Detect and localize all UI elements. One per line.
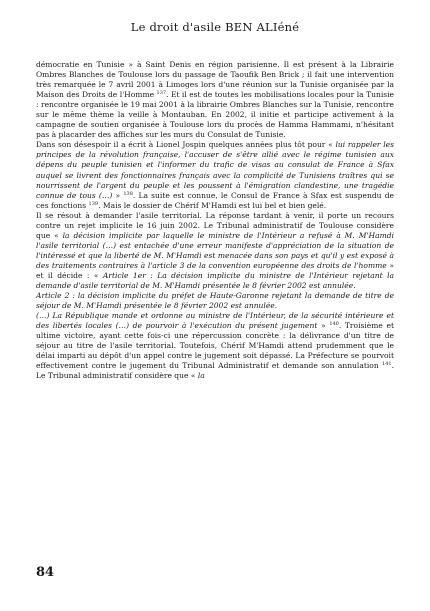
text-run: . Mais le dossier de Chérif M'Hamdi est lui bel et bien gelé. <box>98 200 327 210</box>
text-run: . La suite est connue, le Consul de France à Sfax est suspendu de ces fonctions <box>36 190 394 210</box>
paragraph <box>36 211 394 291</box>
italic-run: lui rappeler les principes de la révolution française, l'accuser de s'être allié avec le régime tunisien aux dépens du peuple tunisien et l'informer du trafic de visas au consulat de France à Sfax auquel se livrent des fonctionnaires français avec la complicité de Tunisiens traîtres qui se nourrissent de l'argent du peuple et les poussent à l'émigration clandestine, une tragédie connue de tous (…) <box>36 140 394 200</box>
footnote-ref: 141 <box>382 361 392 368</box>
paragraph <box>36 311 394 381</box>
paragraph <box>36 60 394 140</box>
text-run: » <box>112 190 124 200</box>
footnote-ref: 139 <box>88 200 99 207</box>
text-run: Il se résout à demander l'asile territorial. La réponse tardant à venir, il porte un recours contre un rejet implicite le 16 juin 2002. Le Tribunal administratif de Toulouse considère que « <box>36 210 394 240</box>
footnote-ref: 137 <box>156 90 167 97</box>
page-number: 84 <box>36 565 55 580</box>
italic-run: la <box>197 371 205 381</box>
text-run: . Le Tribunal administratif considère que « <box>36 361 394 381</box>
footnote-ref: 138 <box>123 190 133 197</box>
italic-run: Article 2 : la décision implicite du préfet de Haute-Garonne rejetant la demande de titre de séjour de M. M'Hamdi présentée le 8 février 2002 est annulée. <box>36 291 394 311</box>
text-run: . Et il est de toutes les mobilisations locales pour la Tunisie : rencontre organisée le 19 mai 2001 à la librairie Ombres Blanches sur la Tunisie, rencontre sur le même thème la veille à Montauban. En 2002, il initie et participe activement à la campagne de soutien organisée à Toulouse lors du procès de Hamma Hammami, n'hésitant pas à placarder des affiches sur les murs du Consulat de Tunisie. <box>36 90 394 140</box>
text-run: Dans son désespoir il a écrit à Lionel Jospin quelques années plus tôt pour « <box>36 140 336 150</box>
text-run: démocratie en Tunisie » à Saint Denis en région parisienne. Il est présent à la Librairie Ombres Blanches de Toulouse lors du passage de Taoufik Ben Brick ; il fait une intervention très remarquée le 7 avril 2001 à Limoges lors d'une réunion sur la Tunisie organisée par la Maison des Droits de l'Homme <box>36 60 394 100</box>
italic-run: la décision implicite par laquelle le ministre de l'Intérieur a refusé à M. M'Hamdi l'asile territorial (…) est entachée d'une erreur manifeste d'appréciation de la situation de l'intéressé et que la liberté de M. M'Hamdi est menacée dans son pays et qu'il y est exposé à des traitements contraires à l'article 3 de la convention européenne des droits de l'homme <box>36 230 394 270</box>
text-run: . Troisième et ultime victoire, ayant cette fois-ci une répercussion concrète : la délivrance d'un titre de séjour au titre de l'asile territorial. Toutefois, Chérif M'Hamdi attend prudemment que le délai imparti au dépôt d'un appel contre le jugement soit dépassé. La Préfecture se pourvoit effectivement contre le jugement du Tribunal Administratif et demande son annulation <box>36 321 395 371</box>
body-text <box>36 60 394 382</box>
running-header: Le droit d'asile BEN ALIéné <box>130 20 300 34</box>
italic-run: Article 1er : La décision implicite du ministre de l'Intérieur rejetant la demande d'asile territorial de M. M'Hamdi présentée le 8 février 2002 est annulée. <box>36 270 394 291</box>
italic-run: (…) La République mande et ordonne au ministre de l'Intérieur, de la sécurité intérieure et des libertés locales (…) de pourvoir à l'exécution du présent jugement <box>36 311 394 331</box>
text-run: » et il décide : « <box>36 260 394 280</box>
paragraph <box>36 291 394 311</box>
paragraph <box>36 140 394 210</box>
text-run: » <box>317 321 330 331</box>
footnote-ref: 140 <box>329 321 339 328</box>
